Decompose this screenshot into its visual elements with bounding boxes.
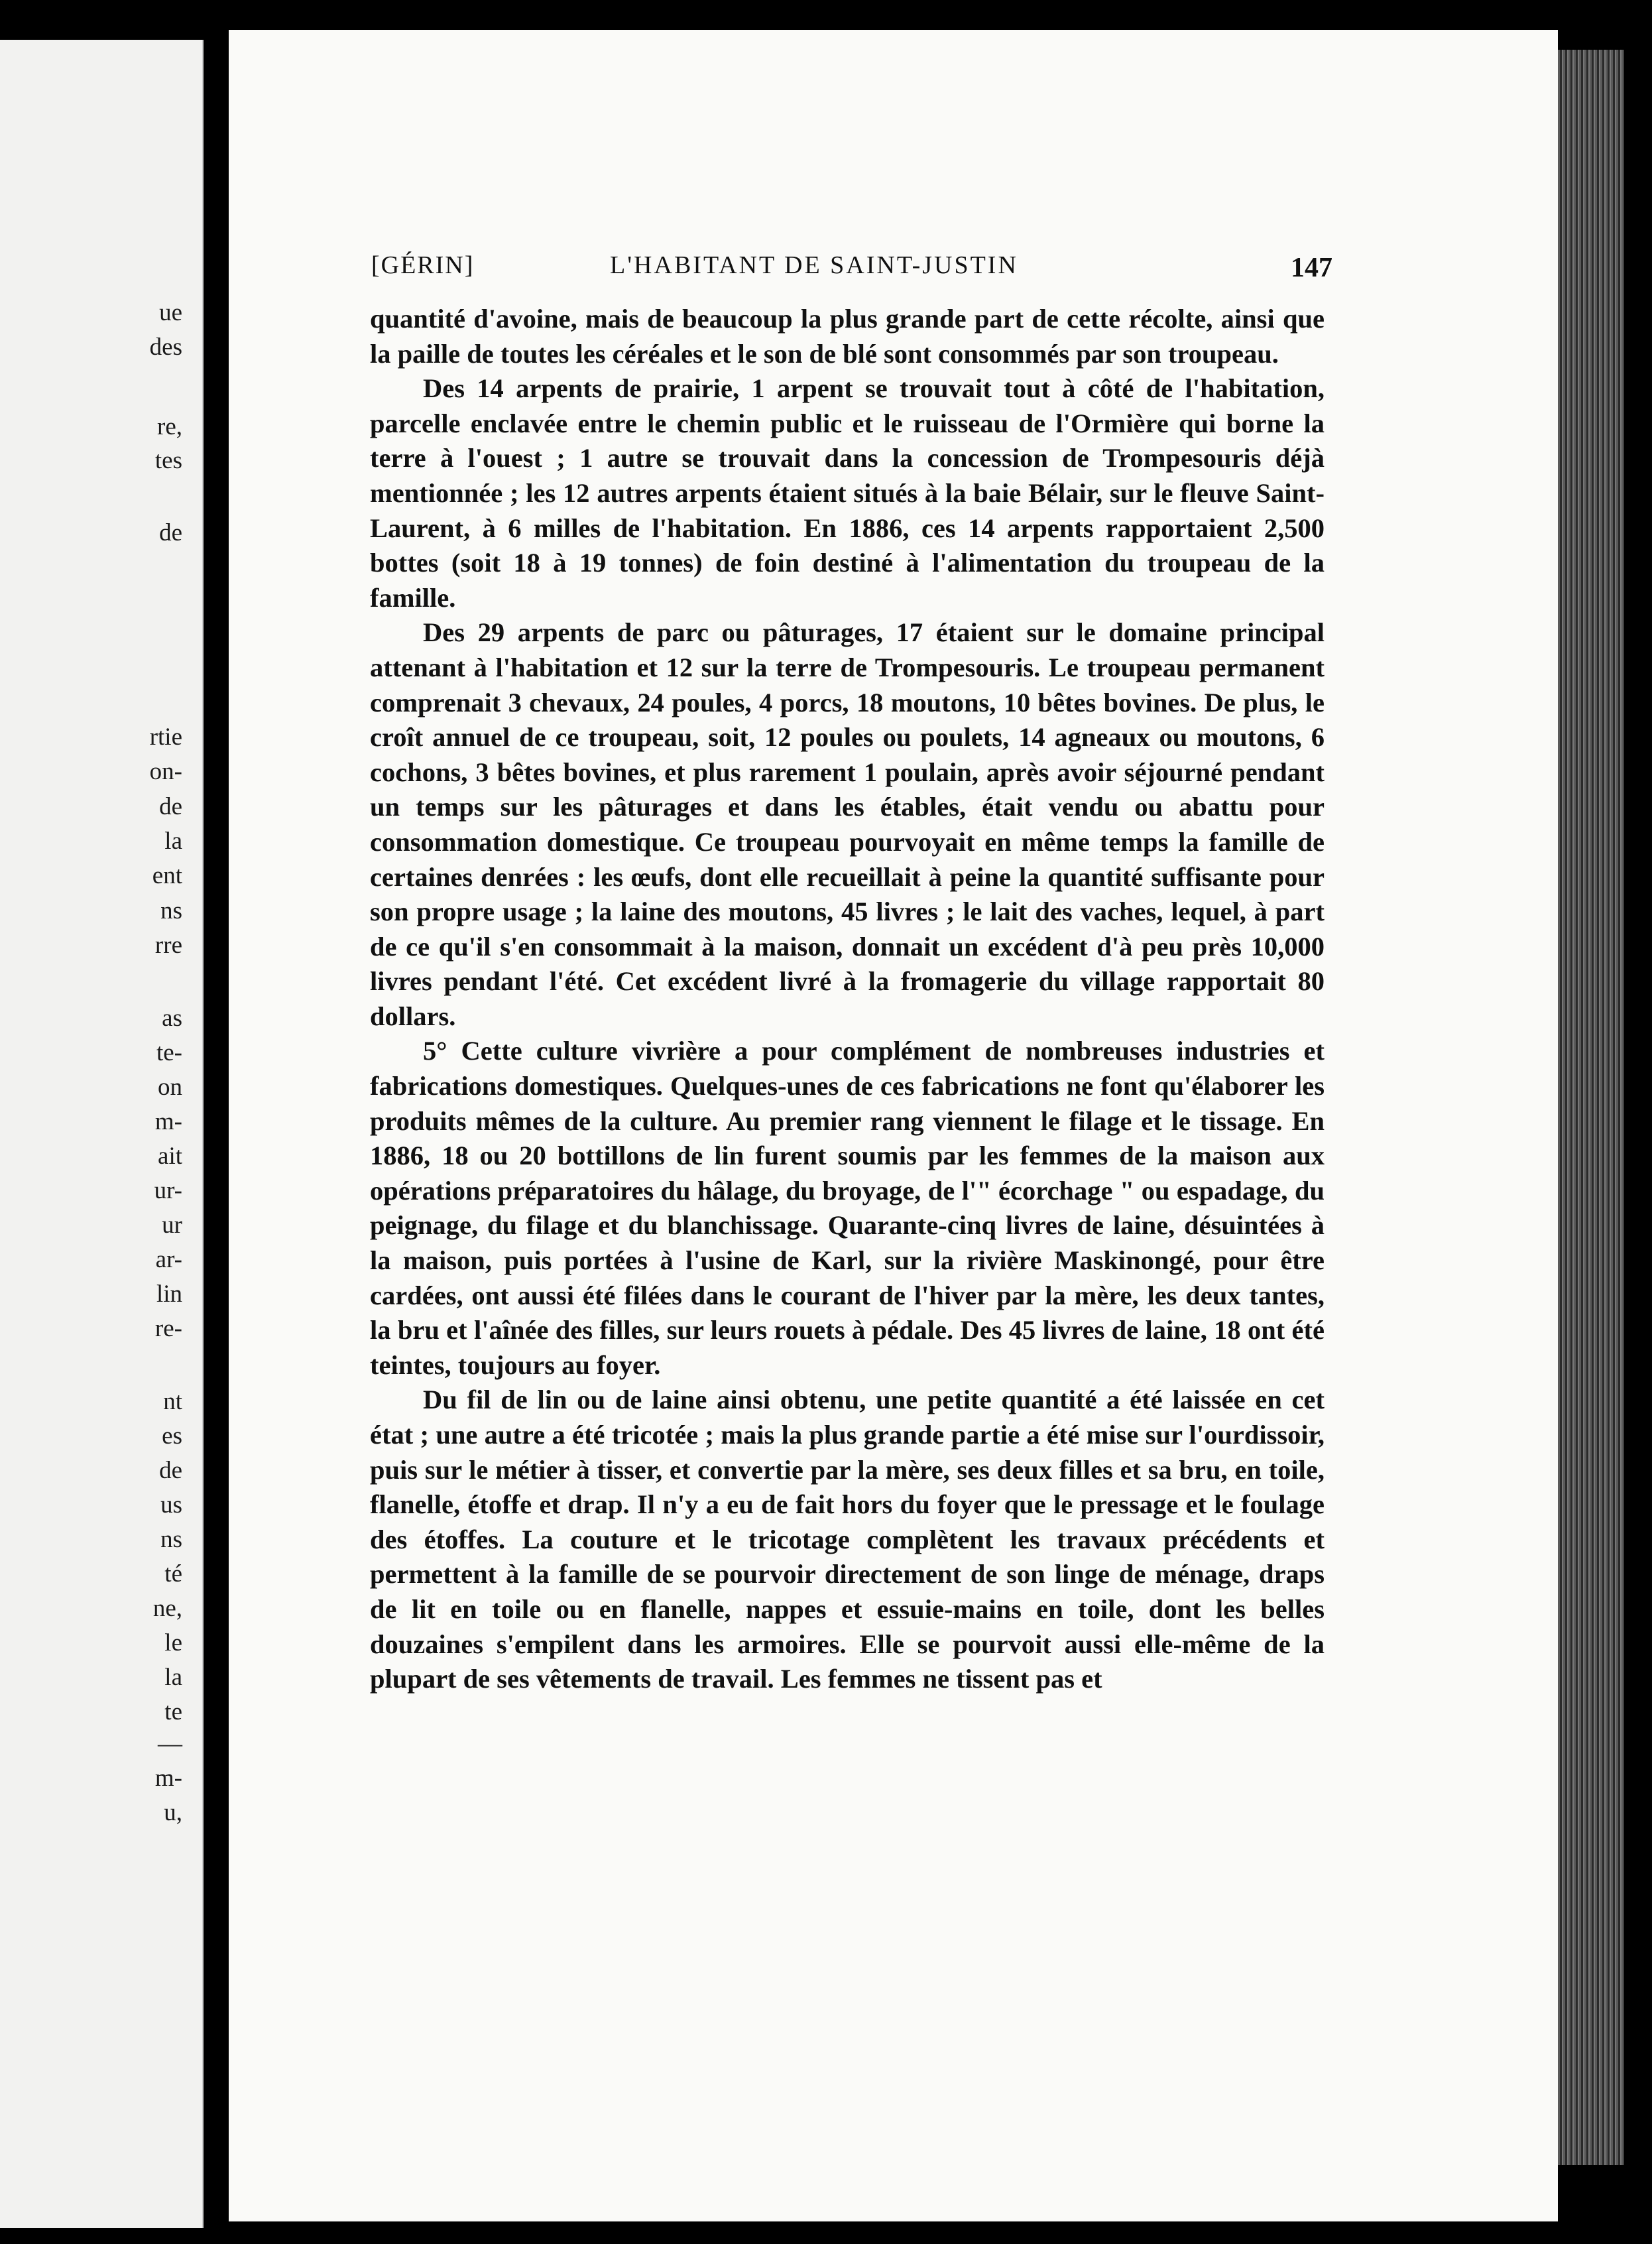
fragment-line: re, [157,413,182,440]
fragment-line: te [164,1698,182,1725]
fragment-line: u, [164,1799,182,1826]
paragraph: Du fil de lin ou de laine ainsi obtenu, une petite quantité a été laissée en cet état ; une autre a été tricotée ; mais la plus grande partie a été mise sur l'ourdissoir, puis sur le métier à tisser, et convertie par la mère, ses deux filles et sa bru, en toile, flanelle, étoffe et drap. Il n'y a eu de fait hors du foyer que le pressage et le foulage des étoffes. La couture et le tricotage complètent les travaux précédents et permettent à la famille de se pourvoir directement de son linge de ménage, draps de lit en toile ou en flanelle, nappes et essuie-mains en toile, dont les belles douzaines s'empilent dans les armoires. Elle se pourvoit aussi elle-même de la plupart de ses vêtements de travail. Les femmes ne tissent pas et [370,1385,1325,1694]
body-text [370,302,1325,1697]
fragment-line: le [164,1629,182,1656]
header-title: L'HABITANT DE SAINT-JUSTIN [610,251,1018,279]
fragment-line: m- [154,1108,182,1135]
fragment-line: nt [163,1388,182,1415]
fragment-line: ar- [155,1246,182,1273]
fragment-line: on [158,1074,182,1101]
left-page [0,40,204,2228]
book-page-edges [1558,50,1624,2165]
paragraph: 5° Cette culture vivrière a pour complément de nombreuses industries et fabrications domestiques. Quelques-unes de ces fabrications ne font qu'élaborer les produits mêmes de la culture. Au premier rang viennent le filage et le tissage. En 1886, 18 ou 20 bottillons de lin furent soumis par les femmes de la maison aux opérations préparatoires du hâlage, du broyage, de l'" écorchage " ou espadage, du peignage, du filage et du blanchissage. Quarante-cinq livres de laine, désuintées à la maison, puis portées à l'usine de Karl, sur la rivière Maskinongé, pour être cardées, ont aussi été filées dans le courant de l'hiver par la mère, les deux tantes, la bru et l'aînée des filles, sur leurs rouets à pédale. Des 45 livres de laine, 18 ont été teintes, toujours au foyer. [370,1036,1325,1380]
running-head [371,251,1332,290]
left-page-fragments [0,40,202,2228]
fragment-line: ne, [152,1595,182,1622]
fragment-line: ent [152,862,182,889]
fragment-line: ur [162,1212,182,1239]
header-author: [GÉRIN] [371,251,475,279]
fragment-line: de [159,519,182,546]
fragment-line: ns [160,897,182,924]
page-number: 147 [1291,253,1332,283]
fragment-line: es [162,1422,182,1450]
fragment-line: re- [154,1315,182,1342]
fragment-line: ur- [154,1177,182,1204]
fragment-line: de [159,793,182,820]
fragment-line: rtie [149,723,182,751]
fragment-line: ait [158,1143,182,1170]
fragment-line: lin [156,1280,182,1308]
paragraph: Des 29 arpents de parc ou pâturages, 17 étaient sur le domaine principal attenant à l'habitation et 12 sur la terre de Trompesouris. Le troupeau permanent comprenait 3 chevaux, 24 poules, 4 porcs, 18 moutons, 10 bêtes bovines. De plus, le croît annuel de ce troupeau, soit, 12 poules ou poulets, 14 agneaux ou moutons, 6 cochons, 3 bêtes bovines, et plus rarement 1 poulain, après avoir séjourné pendant un temps sur les pâturages et dans les étables, était vendu ou abattu pour consommation domestique. Ce troupeau pourvoyait en même temps la famille de certaines denrées : les œufs, dont elle recueillait à peine la quantité suffisante pour son propre usage ; la laine des moutons, 45 livres ; le lait des vaches, lequel, à part de ce qu'il s'en consommait à la maison, donnait un excédent d'à peu près 10,000 livres pendant l'été. Cet excédent livré à la fromagerie du village rapportait 80 dollars. [370,617,1325,1031]
paragraph: quantité d'avoine, mais de beaucoup la plus grande part de cette récolte, ainsi que la paille de toutes les céréales et le son de blé sont consommés par son troupeau. [370,304,1325,369]
fragment-line: tes [154,447,182,474]
fragment-line: des [149,334,182,361]
fragment-line: rre [154,932,182,959]
fragment-line: la [164,1664,182,1691]
fragment-line: on- [149,758,182,785]
fragment-line: te- [156,1039,182,1066]
paragraph: Des 14 arpents de prairie, 1 arpent se trouvait tout à côté de l'habitation, parcelle enclavée entre le chemin public et le ruisseau de l'Ormière qui borne la terre à l'ouest ; 1 autre se trouvait dans la concession de Trompesouris déjà mentionnée ; les 12 autres arpents étaient situés à la baie Bélair, sur le fleuve Saint-Laurent, à 6 milles de l'habitation. En 1886, ces 14 arpents rapportaient 2,500 bottes (soit 18 à 19 tonnes) de foin destiné à l'alimentation du troupeau de la famille. [370,373,1325,613]
fragment-line: — [158,1730,182,1757]
fragment-line: as [162,1005,182,1032]
fragment-line: ns [160,1526,182,1553]
fragment-line: m- [154,1765,182,1792]
fragment-line: de [159,1457,182,1484]
fragment-line: té [164,1560,182,1588]
fragment-line: ue [159,299,182,326]
fragment-line: us [160,1491,182,1519]
fragment-line: la [164,828,182,855]
